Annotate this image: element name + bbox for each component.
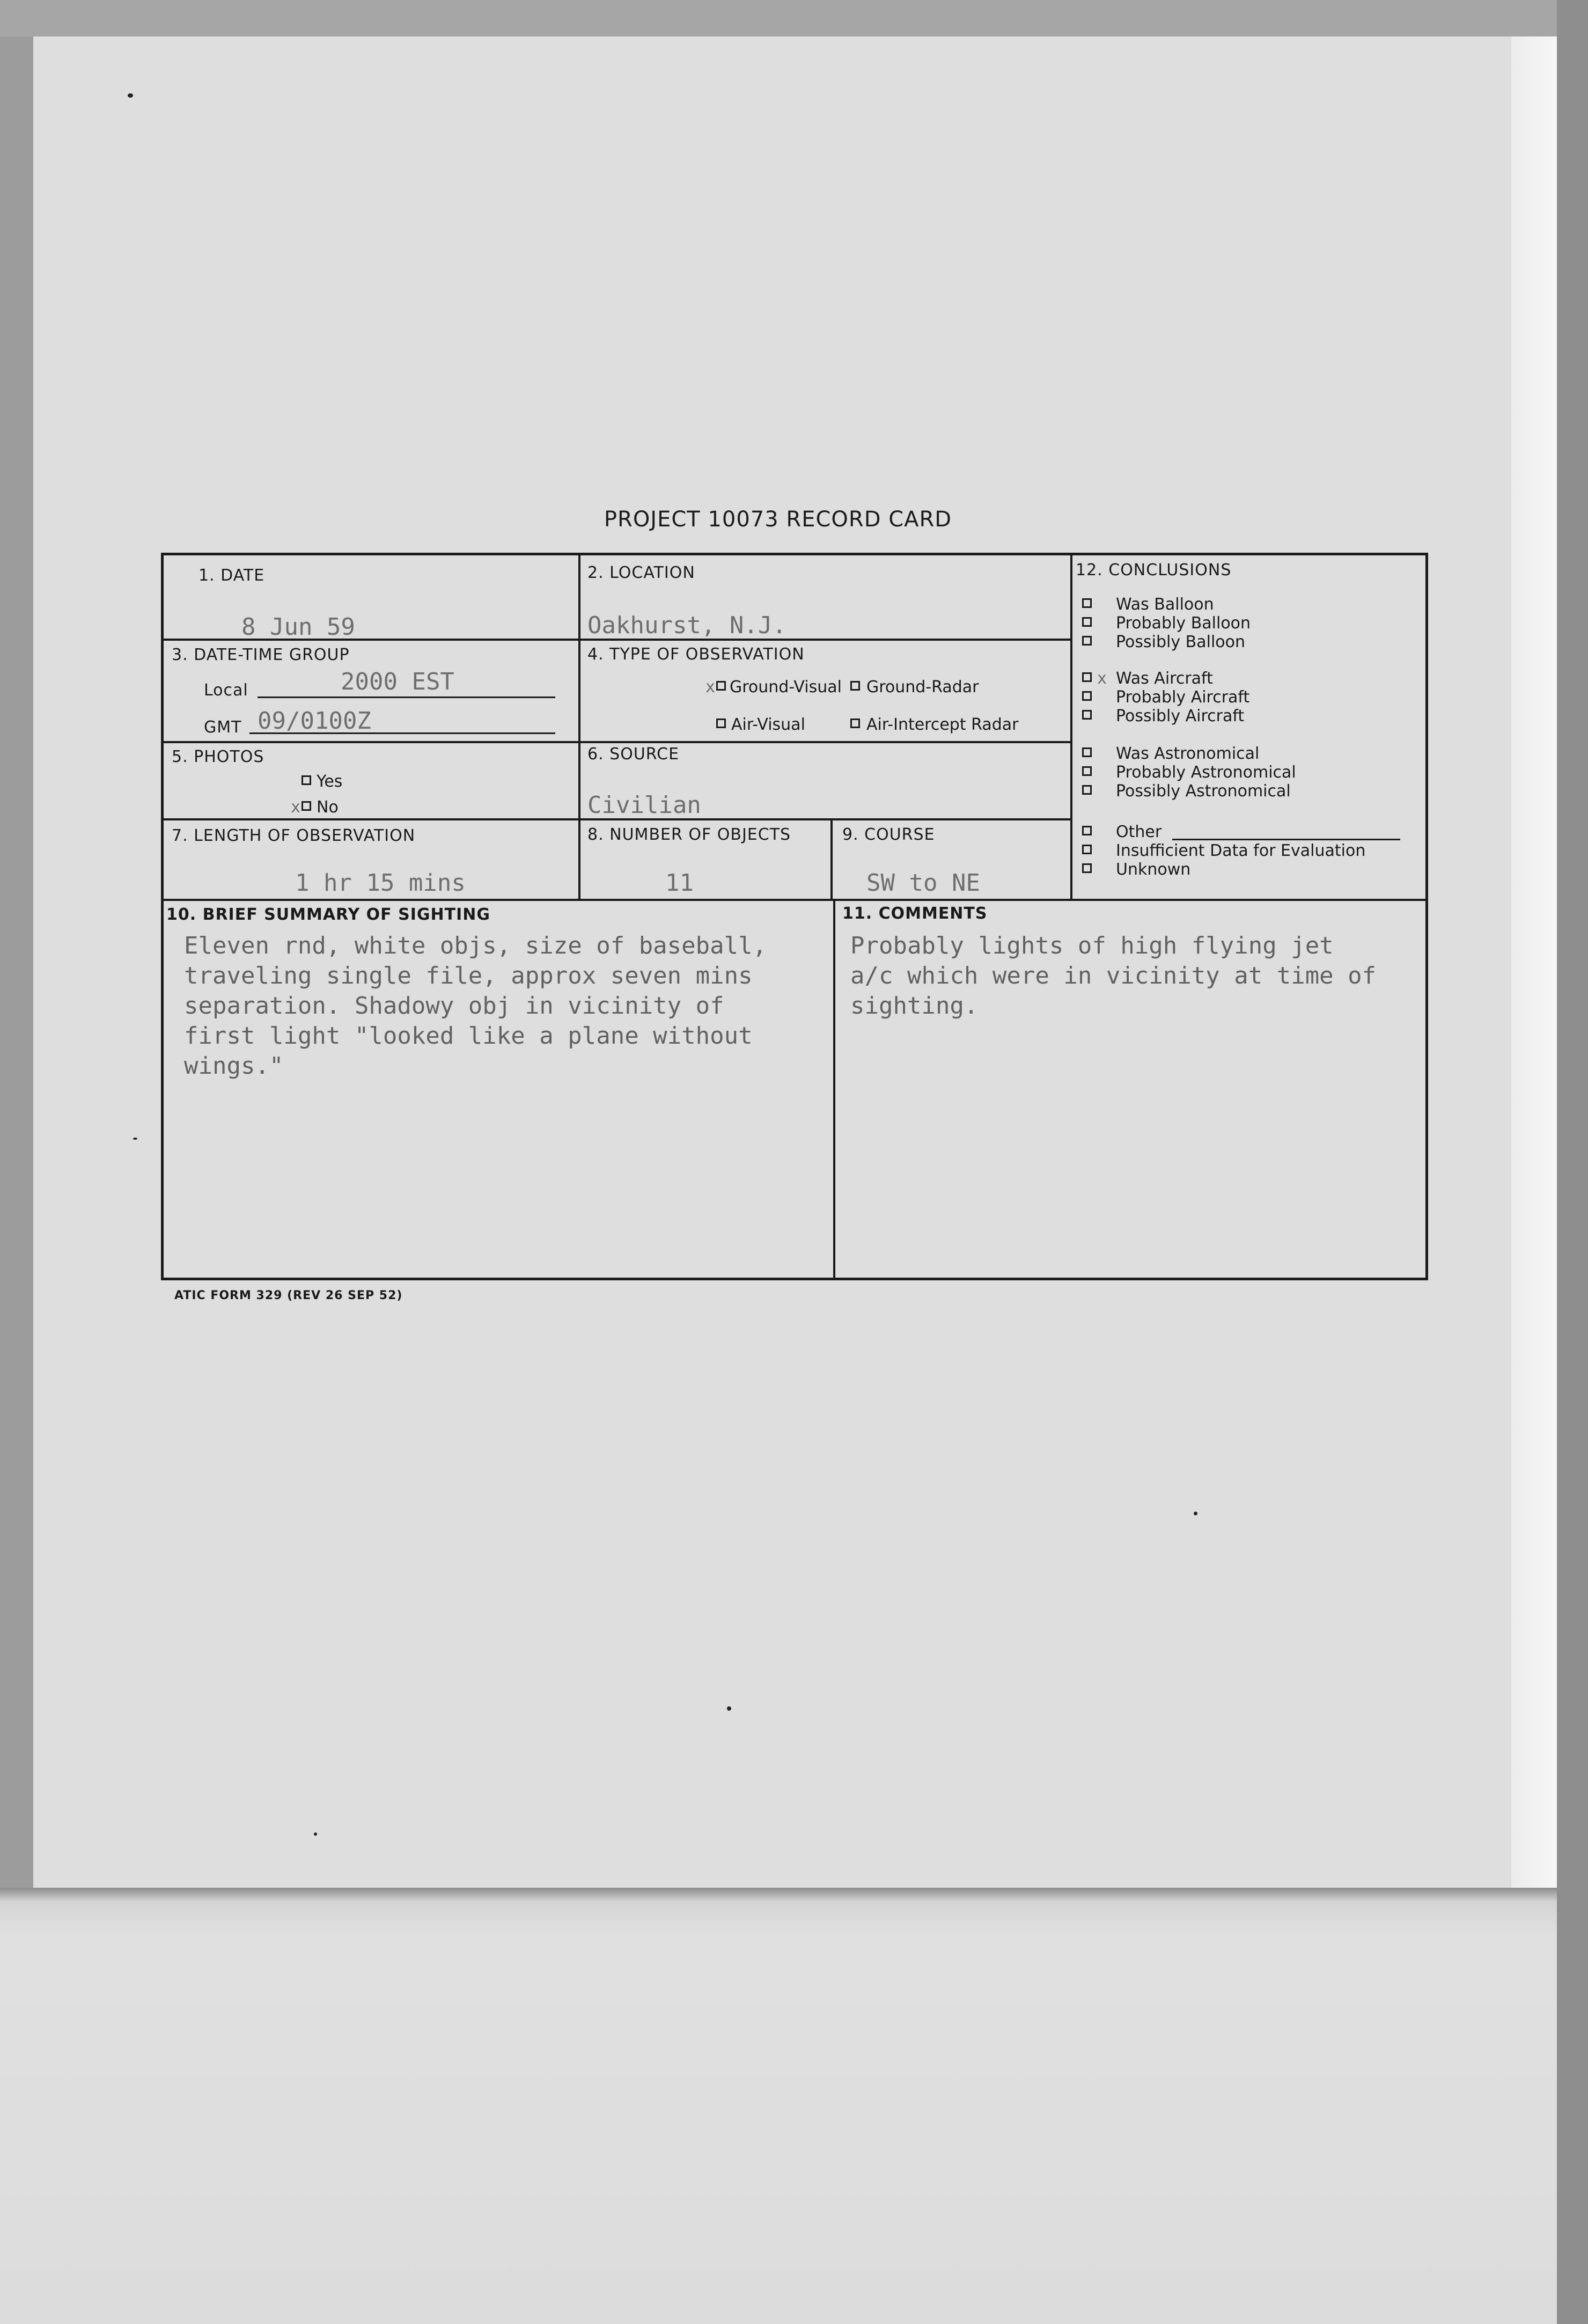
local-label: Local	[204, 681, 248, 700]
date-label: 1. DATE	[198, 566, 265, 585]
possibly-balloon-checkbox[interactable]	[1082, 636, 1092, 646]
conclusions-label: 12. CONCLUSIONS	[1076, 561, 1232, 580]
possibly-astronomical-checkbox[interactable]	[1082, 785, 1092, 795]
ground-visual-option: Ground-Visual	[730, 678, 842, 697]
divider	[578, 555, 580, 899]
scan-top-band	[0, 0, 1557, 36]
unknown-option: Unknown	[1116, 860, 1191, 879]
type-of-observation-label: 4. TYPE OF OBSERVATION	[587, 645, 805, 664]
ground-radar-checkbox[interactable]	[850, 681, 860, 691]
divider	[833, 899, 835, 1280]
insufficient-data-checkbox[interactable]	[1082, 845, 1092, 854]
possibly-aircraft-checkbox[interactable]	[1082, 710, 1092, 720]
probably-aircraft-option: Probably Aircraft	[1116, 688, 1250, 707]
scan-speck	[128, 93, 133, 98]
scan-speck	[133, 1138, 137, 1140]
photos-no-checkbox[interactable]	[302, 801, 311, 811]
date-value: 8 Jun 59	[241, 613, 355, 641]
photos-yes-option: Yes	[317, 772, 343, 791]
course-value: SW to NE	[866, 869, 980, 897]
probably-aircraft-checkbox[interactable]	[1082, 691, 1092, 701]
possibly-balloon-option: Possibly Balloon	[1116, 633, 1245, 651]
source-value: Civilian	[587, 791, 701, 819]
photos-no-option: No	[317, 798, 339, 817]
brief-summary-text: Eleven rnd, white objs, size of baseball, traveling single file, approx seven mins separation. Shadowy obj in vicinity of first light "looked like a plane without wings."	[184, 932, 767, 1080]
length-of-observation-label: 7. LENGTH OF OBSERVATION	[172, 826, 416, 845]
was-astronomical-checkbox[interactable]	[1082, 747, 1092, 757]
scan-speck	[727, 1706, 731, 1711]
paper-back-edge	[1511, 36, 1557, 1888]
insufficient-data-option: Insufficient Data for Evaluation	[1116, 841, 1366, 860]
photos-label: 5. PHOTOS	[172, 747, 264, 766]
divider	[830, 818, 833, 899]
brief-summary-label: 10. BRIEF SUMMARY OF SIGHTING	[166, 905, 490, 924]
length-of-observation-value: 1 hr 15 mins	[295, 869, 466, 897]
photos-no-mark: x	[291, 798, 301, 817]
scan-speck	[1194, 1512, 1197, 1515]
was-aircraft-mark: x	[1097, 669, 1107, 688]
record-card	[161, 553, 1428, 1280]
location-label: 2. LOCATION	[587, 563, 695, 582]
was-balloon-option: Was Balloon	[1116, 595, 1214, 614]
divider	[164, 741, 1070, 743]
was-aircraft-option: Was Aircraft	[1116, 669, 1213, 688]
date-time-group-label: 3. DATE-TIME GROUP	[172, 646, 350, 664]
other-checkbox[interactable]	[1082, 826, 1092, 835]
gmt-value: 09/0100Z	[258, 707, 371, 735]
probably-balloon-option: Probably Balloon	[1116, 614, 1251, 633]
local-value: 2000 EST	[341, 668, 454, 695]
number-of-objects-label: 8. NUMBER OF OBJECTS	[587, 825, 791, 844]
form-footer: ATIC FORM 329 (REV 26 SEP 52)	[174, 1289, 403, 1302]
ground-visual-checkbox[interactable]	[716, 681, 726, 691]
scan-speck	[314, 1832, 317, 1836]
air-intercept-radar-checkbox[interactable]	[850, 719, 860, 728]
other-option: Other	[1116, 823, 1162, 841]
air-visual-option: Air-Visual	[731, 715, 805, 734]
probably-balloon-checkbox[interactable]	[1082, 617, 1092, 627]
was-astronomical-option: Was Astronomical	[1116, 744, 1260, 763]
photos-yes-checkbox[interactable]	[302, 775, 311, 785]
scan-right-strip	[1557, 0, 1588, 2324]
possibly-astronomical-option: Possibly Astronomical	[1116, 782, 1291, 801]
gmt-label: GMT	[204, 718, 242, 737]
air-visual-checkbox[interactable]	[716, 719, 726, 728]
was-aircraft-checkbox[interactable]	[1082, 672, 1092, 682]
card-title: PROJECT 10073 RECORD CARD	[604, 507, 952, 532]
ground-visual-mark: x	[705, 678, 716, 697]
other-fill-line	[1172, 839, 1400, 840]
air-intercept-radar-option: Air-Intercept Radar	[866, 715, 1019, 734]
was-balloon-checkbox[interactable]	[1082, 598, 1092, 608]
divider	[164, 899, 1425, 901]
location-value: Oakhurst, N.J.	[587, 612, 786, 639]
scan-lower-area	[0, 1888, 1557, 2324]
divider	[1070, 555, 1072, 899]
source-label: 6. SOURCE	[587, 745, 680, 764]
unknown-checkbox[interactable]	[1082, 863, 1092, 873]
comments-label: 11. COMMENTS	[842, 904, 988, 923]
local-fill-line	[258, 697, 555, 698]
probably-astronomical-option: Probably Astronomical	[1116, 763, 1296, 782]
comments-text: Probably lights of high flying jet a/c which were in vicinity at time of sighting.	[850, 932, 1377, 1020]
probably-astronomical-checkbox[interactable]	[1082, 766, 1092, 776]
number-of-objects-value: 11	[665, 869, 694, 897]
ground-radar-option: Ground-Radar	[866, 678, 979, 697]
course-label: 9. COURSE	[842, 825, 935, 844]
possibly-aircraft-option: Possibly Aircraft	[1116, 707, 1245, 725]
